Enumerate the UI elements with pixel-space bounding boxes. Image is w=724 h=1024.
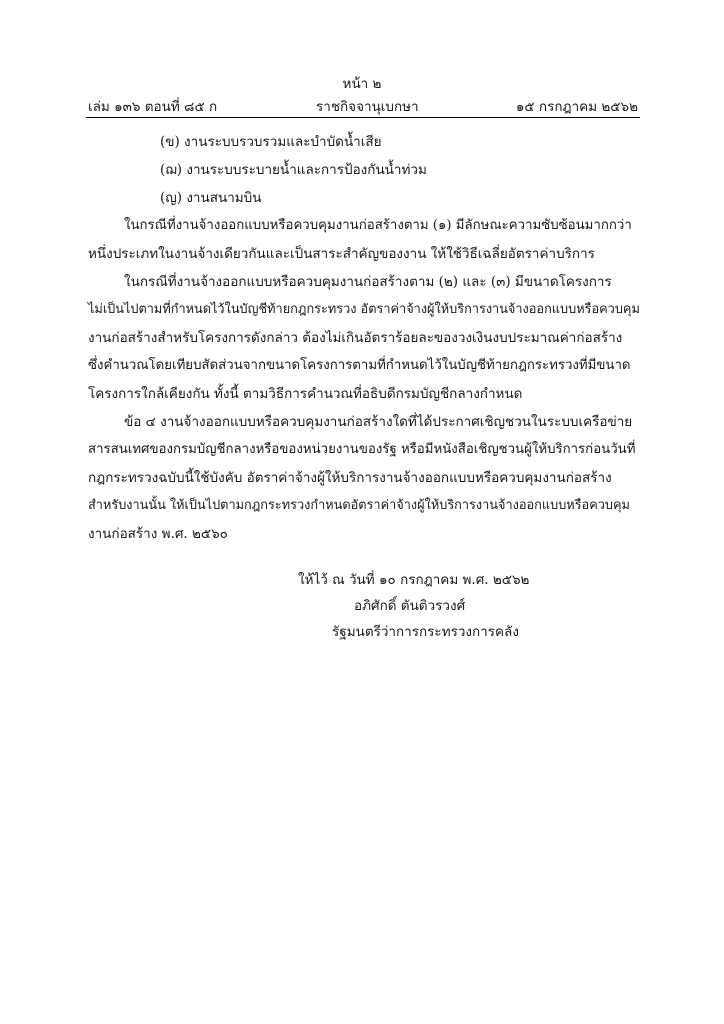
header-divider xyxy=(86,117,640,118)
paragraph-line: ในกรณีที่งานจ้างออกแบบหรือควบคุมงานก่อสร้างตาม (๒) และ (๓) มีขนาดโครงการ xyxy=(124,274,612,290)
given-date: ให้ไว้ ณ วันที่ ๑๐ กรกฎาคม พ.ศ. ๒๕๖๒ xyxy=(298,572,530,588)
signatory-position: รัฐมนตรีว่าการกระทรวงการคลัง xyxy=(332,624,519,640)
list-item: (ข) งานระบบรวบรวมและบำบัดน้ำเสีย xyxy=(160,134,382,150)
list-item: (ญ) งานสนามบิน xyxy=(160,190,262,206)
paragraph-line: ในกรณีที่งานจ้างออกแบบหรือควบคุมงานก่อสร้างตาม (๑) มีลักษณะความซับซ้อนมากกว่า xyxy=(124,218,632,233)
paragraph-line: ข้อ ๔ งานจ้างออกแบบหรือควบคุมงานก่อสร้างใดที่ได้ประกาศเชิญชวนในระบบเครือข่าย xyxy=(124,414,633,430)
paragraph-line: สำหรับงานนั้น ให้เป็นไปตามกฎกระทรวงกำหนดอัตราค่าจ้างผู้ให้บริการงานจ้างออกแบบหรือควบคุม xyxy=(88,498,630,513)
gazette-title: ราชกิจจานุเบกษา xyxy=(316,99,419,115)
paragraph-line: ซึ่งคำนวณโดยเทียบสัดส่วนจากขนาดโครงการตามที่กำหนดไว้ในบัญชีท้ายกฎกระทรวงที่มีขนาด xyxy=(88,358,631,373)
paragraph-line: กฎกระทรวงฉบับนี้ใช้บังคับ อัตราค่าจ้างผู้ให้บริการงานจ้างออกแบบหรือควบคุมงานก่อสร้าง xyxy=(88,470,612,486)
gazette-header xyxy=(88,95,638,115)
paragraph-line: งานก่อสร้าง พ.ศ. ๒๕๖๐ xyxy=(88,526,228,542)
publication-date: ๑๕ กรกฎาคม ๒๕๖๒ xyxy=(515,99,638,115)
paragraph-line: ไม่เป็นไปตามที่กำหนดไว้ในบัญชีท้ายกฎกระทรวง อัตราค่าจ้างผู้ให้บริการงานจ้างออกแบบหรือควบคุม xyxy=(88,302,640,317)
paragraph-line: สารสนเทศของกรมบัญชีกลางหรือของหน่วยงานของรัฐ หรือมีหนังสือเชิญชวนผู้ให้บริการก่อนวันที่ xyxy=(88,442,636,457)
signatory-name: อภิศักดิ์ ตันติวรวงศ์ xyxy=(354,598,466,614)
list-item: (ฌ) งานระบบระบายน้ำและการป้องกันน้ำท่วม xyxy=(160,162,427,178)
paragraph-line: หนึ่งประเภทในงานจ้างเดียวกันและเป็นสาระสำคัญของงาน ให้ใช้วิธีเฉลี่ยอัตราค่าบริการ xyxy=(88,246,595,262)
volume-issue: เล่ม ๑๓๖ ตอนที่ ๘๕ ก xyxy=(88,99,218,115)
paragraph-line: โครงการใกล้เคียงกัน ทั้งนี้ ตามวิธีการคำนวณที่อธิบดีกรมบัญชีกลางกำหนด xyxy=(88,386,523,402)
paragraph-line: งานก่อสร้างสำหรับโครงการดังกล่าว ต้องไม่เกินอัตราร้อยละของวงเงินงบประมาณค่าก่อสร้าง xyxy=(88,330,623,346)
page-number: หน้า ๒ xyxy=(342,76,382,92)
